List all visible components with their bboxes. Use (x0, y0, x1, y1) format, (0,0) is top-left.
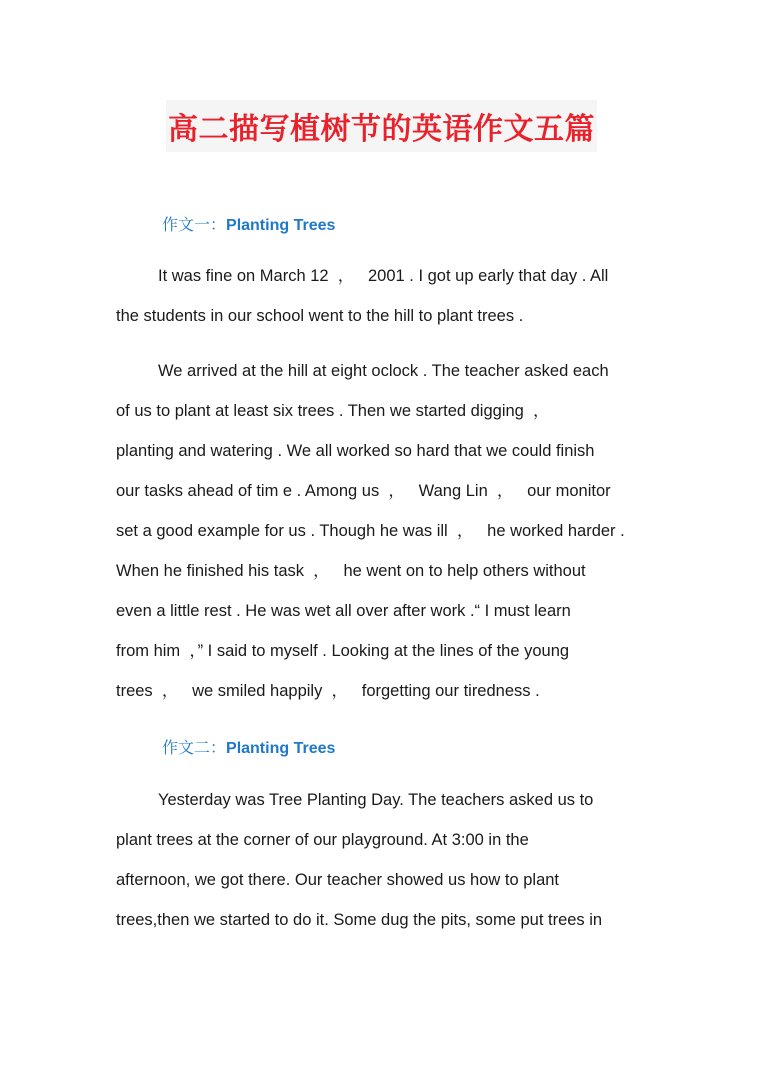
essay-1-line-5: planting and watering . We all worked so hard that we could finish (116, 442, 595, 460)
title-wrap (0, 100, 763, 152)
essay-1-heading-title: Planting Trees (226, 217, 336, 234)
essay-1-line-1: It was fine on March 12 ， 2001 . I got up early that day . All (158, 267, 609, 285)
essay-2-line-4: trees,then we started to do it. Some dug the pits, some put trees in (116, 911, 603, 929)
essay-1-line-7: set a good example for us . Though he was ill ， he worked harder . (116, 522, 625, 540)
document-title: 高二描写植树节的英语作文五篇 (166, 100, 597, 152)
essay-2-heading-title: Planting Trees (226, 740, 336, 757)
essay-1-heading-prefix: 作文一： (162, 215, 227, 234)
essay-2-heading (162, 735, 335, 758)
essay-1-line-8: When he finished his task ， he went on to help others without (116, 562, 586, 580)
essay-1-heading (162, 212, 335, 235)
essay-2-line-1: Yesterday was Tree Planting Day. The teachers asked us to (158, 791, 594, 809)
essay-1-line-10: from him ，” I said to myself . Looking at the lines of the young (116, 642, 570, 660)
essay-2-heading-prefix: 作文二： (162, 738, 227, 757)
essay-1-line-6: our tasks ahead of tim e . Among us ， Wang Lin ， our monitor (116, 482, 611, 500)
essay-1-line-11: trees ， we smiled happily ， forgetting our tiredness . (116, 682, 540, 700)
essay-1-line-9: even a little rest . He was wet all over after work .“ I must learn (116, 602, 571, 620)
essay-2-line-3: afternoon, we got there. Our teacher showed us how to plant (116, 871, 560, 889)
essay-1-line-2: the students in our school went to the hill to plant trees . (116, 307, 524, 325)
essay-2-line-2: plant trees at the corner of our playground. At 3:00 in the (116, 831, 529, 849)
essay-1-line-4: of us to plant at least six trees . Then we started digging ， (116, 402, 550, 420)
essay-1-line-3: We arrived at the hill at eight oclock . The teacher asked each (158, 362, 609, 380)
